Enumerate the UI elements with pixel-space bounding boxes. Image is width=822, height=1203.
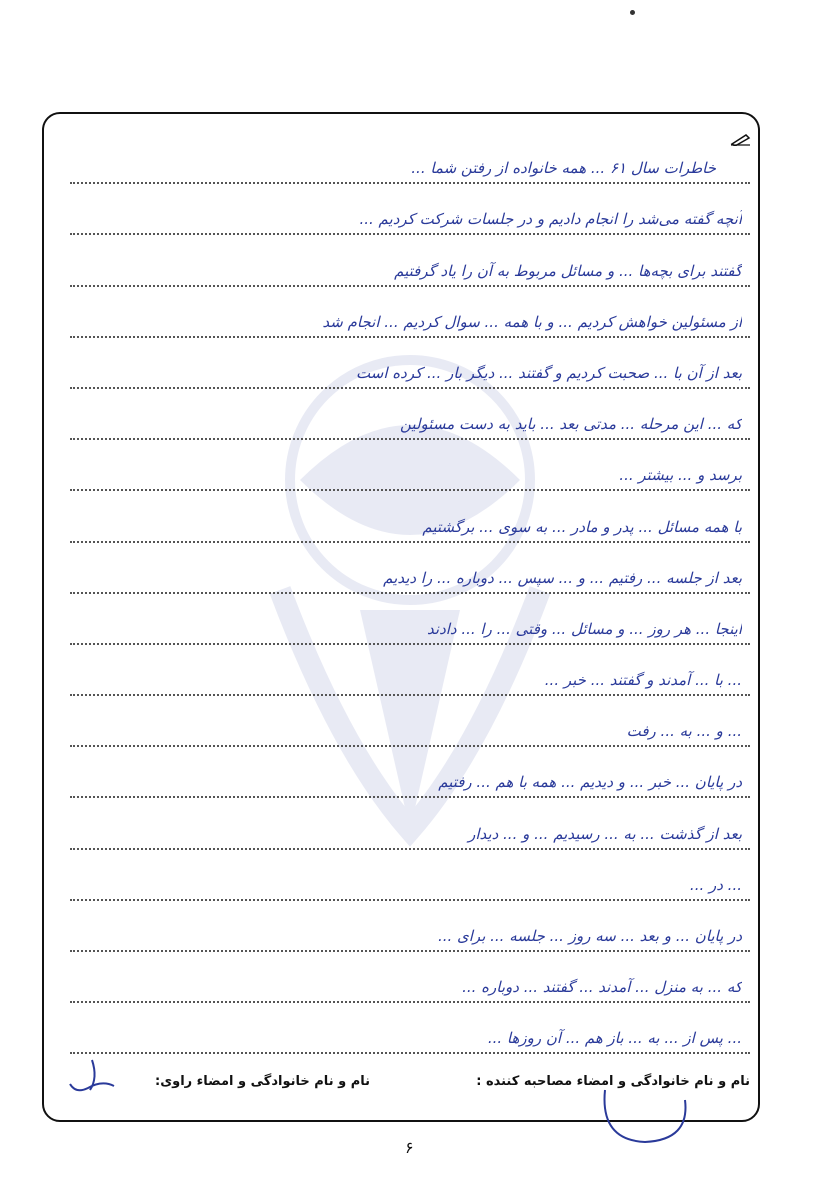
handwritten-text: که ... به منزل ... آمدند ... گفتند ... دوباره ... [462,978,742,997]
transcript-line [70,440,750,491]
handwritten-text: با همه مسائل ... پدر و مادر ... به سوی ... برگشتیم [422,517,742,536]
handwritten-text: بعد از آن با ... صحبت کردیم و گفتند ... دیگر بار ... کرده است [356,363,742,382]
interviewer-signature-label: نام و نام خانوادگی و امضاء مصاحبه کننده : [476,1074,750,1089]
transcript-line [70,235,750,286]
handwritten-text: آنچه گفته می‌شد را انجام دادیم و در جلسات شرکت کردیم ... [359,210,742,229]
transcript-line [70,389,750,440]
transcript-line [70,287,750,338]
transcript-line [70,491,750,542]
transcript-line [70,645,750,696]
transcript-line [70,543,750,594]
transcript-line [70,1003,750,1054]
handwritten-text: ... پس از ... به ... باز هم ... آن روزها ... [487,1029,742,1048]
transcript-line [70,901,750,952]
transcript-lines [70,133,750,1054]
handwritten-text: بعد از جلسه ... رفتیم ... و ... سپس ... دوباره ... را دیدیم [383,568,742,587]
page-number: ۶ [405,1138,414,1157]
transcript-line [70,184,750,235]
handwritten-text: که ... این مرحله ... مدتی بعد ... باید به دست مسئولین [400,415,742,434]
narrator-signature-label: نام و نام خانوادگی و امضاء راوی: [155,1074,370,1089]
transcript-line [70,338,750,389]
handwritten-text: گفتند برای بچه‌ها ... و مسائل مربوط به آن را یاد گرفتیم [394,261,742,280]
transcript-line [70,133,750,184]
handwritten-text: بعد از گذشت ... به ... رسیدیم ... و ... دیدار [468,824,742,843]
handwritten-text: اینجا ... هر روز ... و مسائل ... وقتی ... را ... دادند [427,619,742,638]
narrator-signature [62,1050,122,1100]
transcript-line [70,798,750,849]
handwritten-text: برسد و ... بیشتر ... [619,466,742,485]
handwritten-text: در پایان ... و بعد ... سه روز ... جلسه ... برای ... [437,927,742,945]
transcript-line [70,696,750,747]
handwritten-text: ... با ... آمدند و گفتند ... خبر ... [544,671,742,690]
handwritten-text: ... و ... به ... رفت [626,722,742,741]
handwritten-text: ... در ... [689,875,742,894]
handwritten-text: خاطرات سال ۶۱ ... همه خانواده از رفتن شما ... [411,159,716,178]
transcript-line [70,952,750,1003]
page-mark-dot [630,10,635,15]
transcript-line [70,594,750,645]
transcript-line [70,850,750,901]
handwritten-text: از مسئولین خواهش کردیم ... و با همه ... سوال کردیم ... انجام شد [322,312,742,331]
handwritten-text: در پایان ... خبر ... و دیدیم ... همه با هم ... رفتیم [438,773,742,792]
transcript-line [70,747,750,798]
interviewer-signature [595,1080,695,1150]
